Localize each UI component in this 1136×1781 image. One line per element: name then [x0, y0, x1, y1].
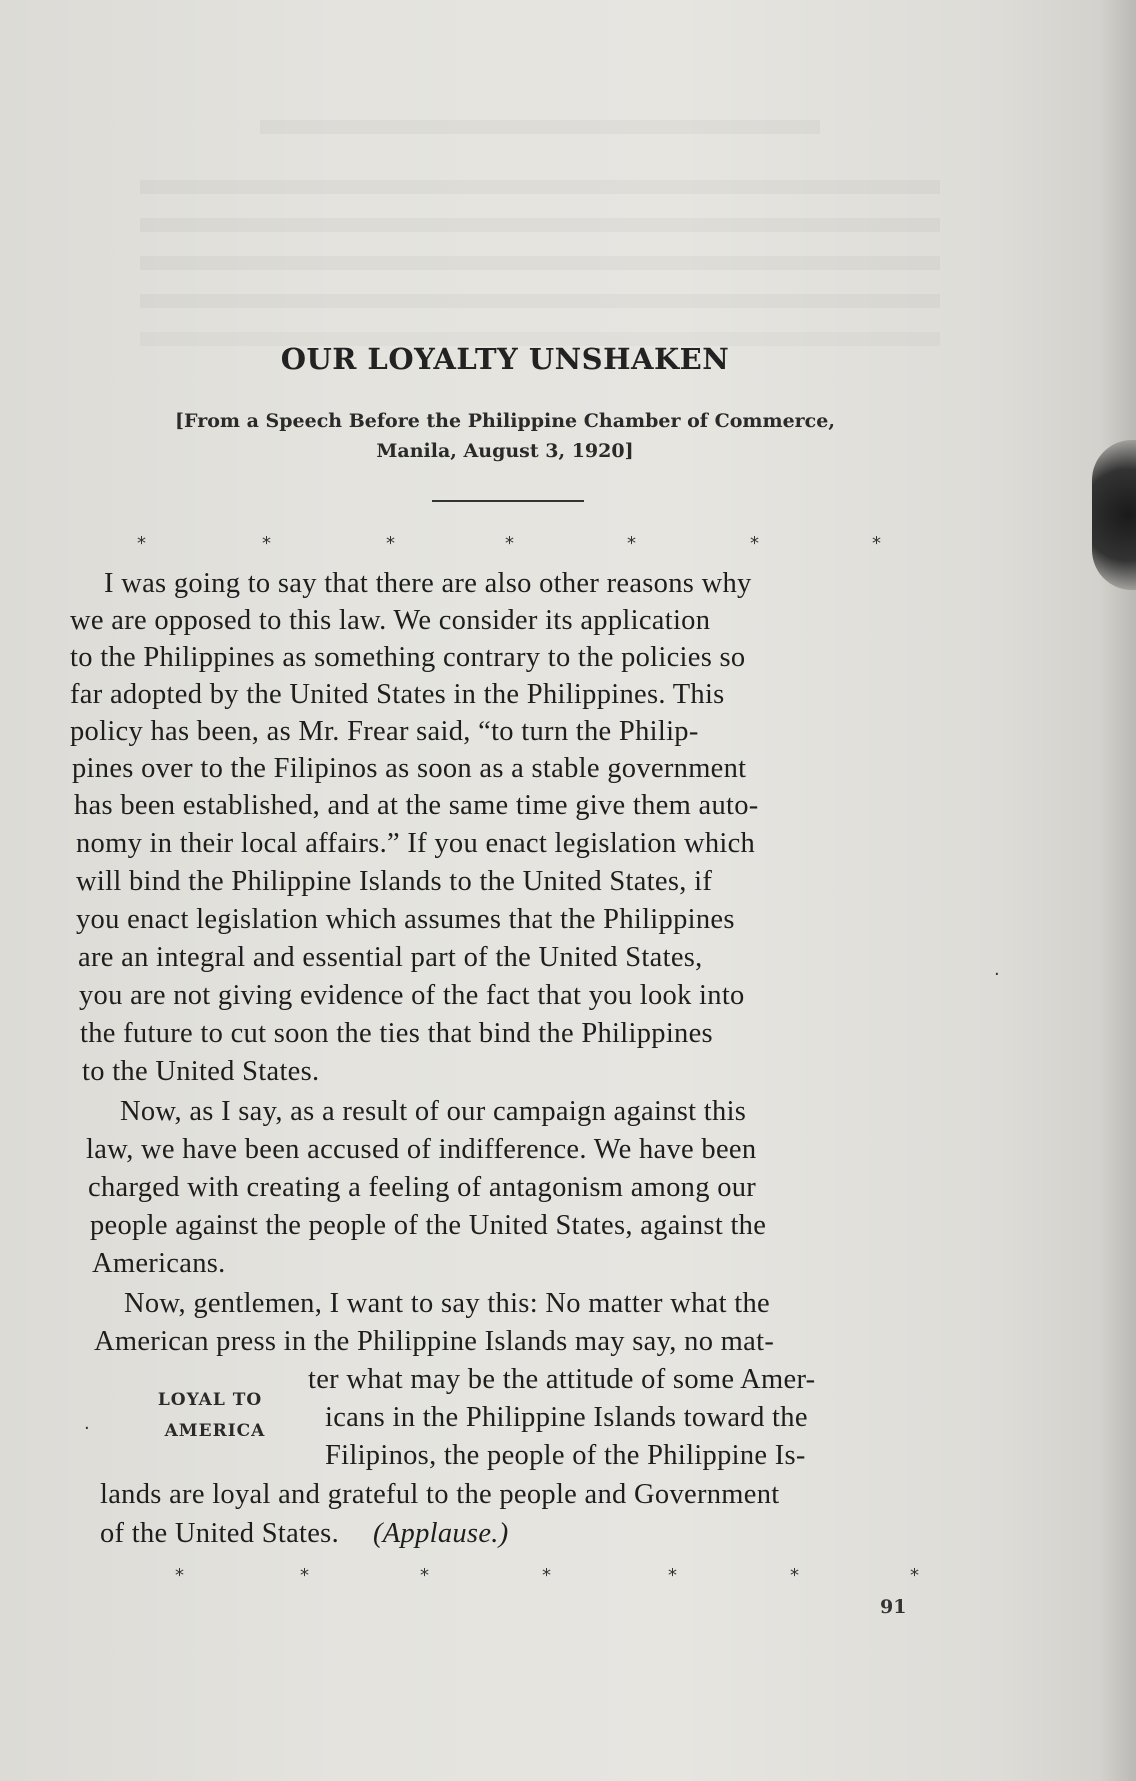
text-line-content: far adopted by the United States in the Philippines. This	[70, 679, 725, 710]
text-line-content: charged with creating a feeling of antagonism among our	[88, 1172, 757, 1203]
asterisk: *	[627, 533, 636, 554]
text-line	[90, 1210, 766, 1242]
text-line	[70, 605, 710, 637]
text-line-content: lands are loyal and grateful to the people and Government	[100, 1479, 780, 1510]
page-number: 91	[880, 1596, 907, 1618]
text-line-content: to the Philippines as something contrary to the policies so	[70, 642, 746, 673]
text-line	[124, 1288, 770, 1320]
text-line	[78, 942, 703, 974]
text-line-content: the future to cut soon the ties that bind the Philippines	[80, 1018, 713, 1049]
text-line-content: Filipinos, the people of the Philippine Is-	[325, 1440, 806, 1471]
text-line-content: American press in the Philippine Islands may say, no mat-	[94, 1326, 775, 1357]
text-line	[100, 1518, 509, 1550]
title-rule	[432, 500, 584, 502]
sidenote-line-1: LOYAL TO	[157, 1390, 263, 1410]
asterisk: *	[872, 533, 881, 554]
text-line	[88, 1172, 756, 1204]
asterisk: *	[137, 533, 146, 554]
text-line	[76, 828, 755, 860]
asterisk: *	[175, 1565, 184, 1586]
asterisk: *	[262, 533, 271, 554]
text-line-content: Now, gentlemen, I want to say this: No matter what the	[124, 1288, 770, 1319]
source-line-1: [From a Speech Before the Philippine Chamber of Commerce,	[175, 410, 835, 432]
text-line-content: are an integral and essential part of the United States,	[78, 942, 703, 973]
margin-dot: ·	[994, 964, 1000, 985]
text-line	[76, 904, 735, 936]
asterisk: *	[420, 1565, 429, 1586]
page-edge-shadow	[1100, 0, 1136, 1781]
text-line	[325, 1440, 806, 1472]
asterisk: *	[790, 1565, 799, 1586]
text-line-content: Americans.	[92, 1248, 226, 1279]
asterisk: *	[300, 1565, 309, 1586]
text-line	[308, 1364, 815, 1396]
source-line-2: Manila, August 3, 1920]	[376, 440, 634, 462]
page-title: OUR LOYALTY UNSHAKEN	[280, 342, 730, 376]
text-line-content: to the United States.	[82, 1056, 320, 1087]
text-line-content: you are not giving evidence of the fact that you look into	[79, 980, 745, 1011]
text-line-content: pines over to the Filipinos as soon as a stable government	[72, 753, 747, 784]
margin-dot: ·	[84, 1418, 90, 1439]
sidenote-line-2: AMERICA	[164, 1421, 266, 1441]
text-line	[92, 1248, 226, 1280]
text-line	[74, 790, 759, 822]
text-line	[104, 568, 752, 600]
asterisk: *	[542, 1565, 551, 1586]
text-line-content: we are opposed to this law. We consider its application	[70, 605, 711, 636]
text-line-content: policy has been, as Mr. Frear said, “to turn the Philip-	[70, 716, 699, 747]
text-line	[80, 1018, 713, 1050]
text-line-content: will bind the Philippine Islands to the United States, if	[76, 866, 713, 897]
text-line	[120, 1096, 746, 1128]
text-line	[325, 1402, 808, 1434]
text-line-content: you enact legislation which assumes that the Philippines	[76, 904, 735, 935]
text-line	[79, 980, 745, 1012]
text-line-content: law, we have been accused of indifference. We have been	[86, 1134, 757, 1165]
text-line	[76, 866, 712, 898]
asterisk: *	[668, 1565, 677, 1586]
asterisk: *	[910, 1565, 919, 1586]
asterisk: *	[386, 533, 395, 554]
text-line-content: nomy in their local affairs.” If you enact legislation which	[76, 828, 756, 859]
text-line-content: ter what may be the attitude of some Amer-	[308, 1364, 816, 1395]
asterisk: *	[750, 533, 759, 554]
asterisk: *	[505, 533, 514, 554]
text-line-content: has been established, and at the same time give them auto-	[74, 790, 759, 821]
applause-note: (Applause.)	[373, 1518, 509, 1549]
text-line-content: people against the people of the United States, against the	[90, 1210, 767, 1241]
text-line-content: of the United States.	[100, 1518, 340, 1549]
text-line	[94, 1326, 774, 1358]
text-line	[70, 679, 725, 711]
text-line-content: I was going to say that there are also other reasons why	[104, 568, 752, 599]
text-line-content: Now, as I say, as a result of our campaign against this	[120, 1096, 747, 1127]
text-line	[72, 753, 746, 785]
text-line	[82, 1056, 319, 1088]
text-line-content: icans in the Philippine Islands toward the	[325, 1402, 808, 1433]
text-line	[100, 1479, 780, 1511]
text-line	[70, 642, 745, 674]
text-line	[70, 716, 699, 748]
thumb-shadow	[1092, 440, 1136, 590]
text-line	[86, 1134, 756, 1166]
